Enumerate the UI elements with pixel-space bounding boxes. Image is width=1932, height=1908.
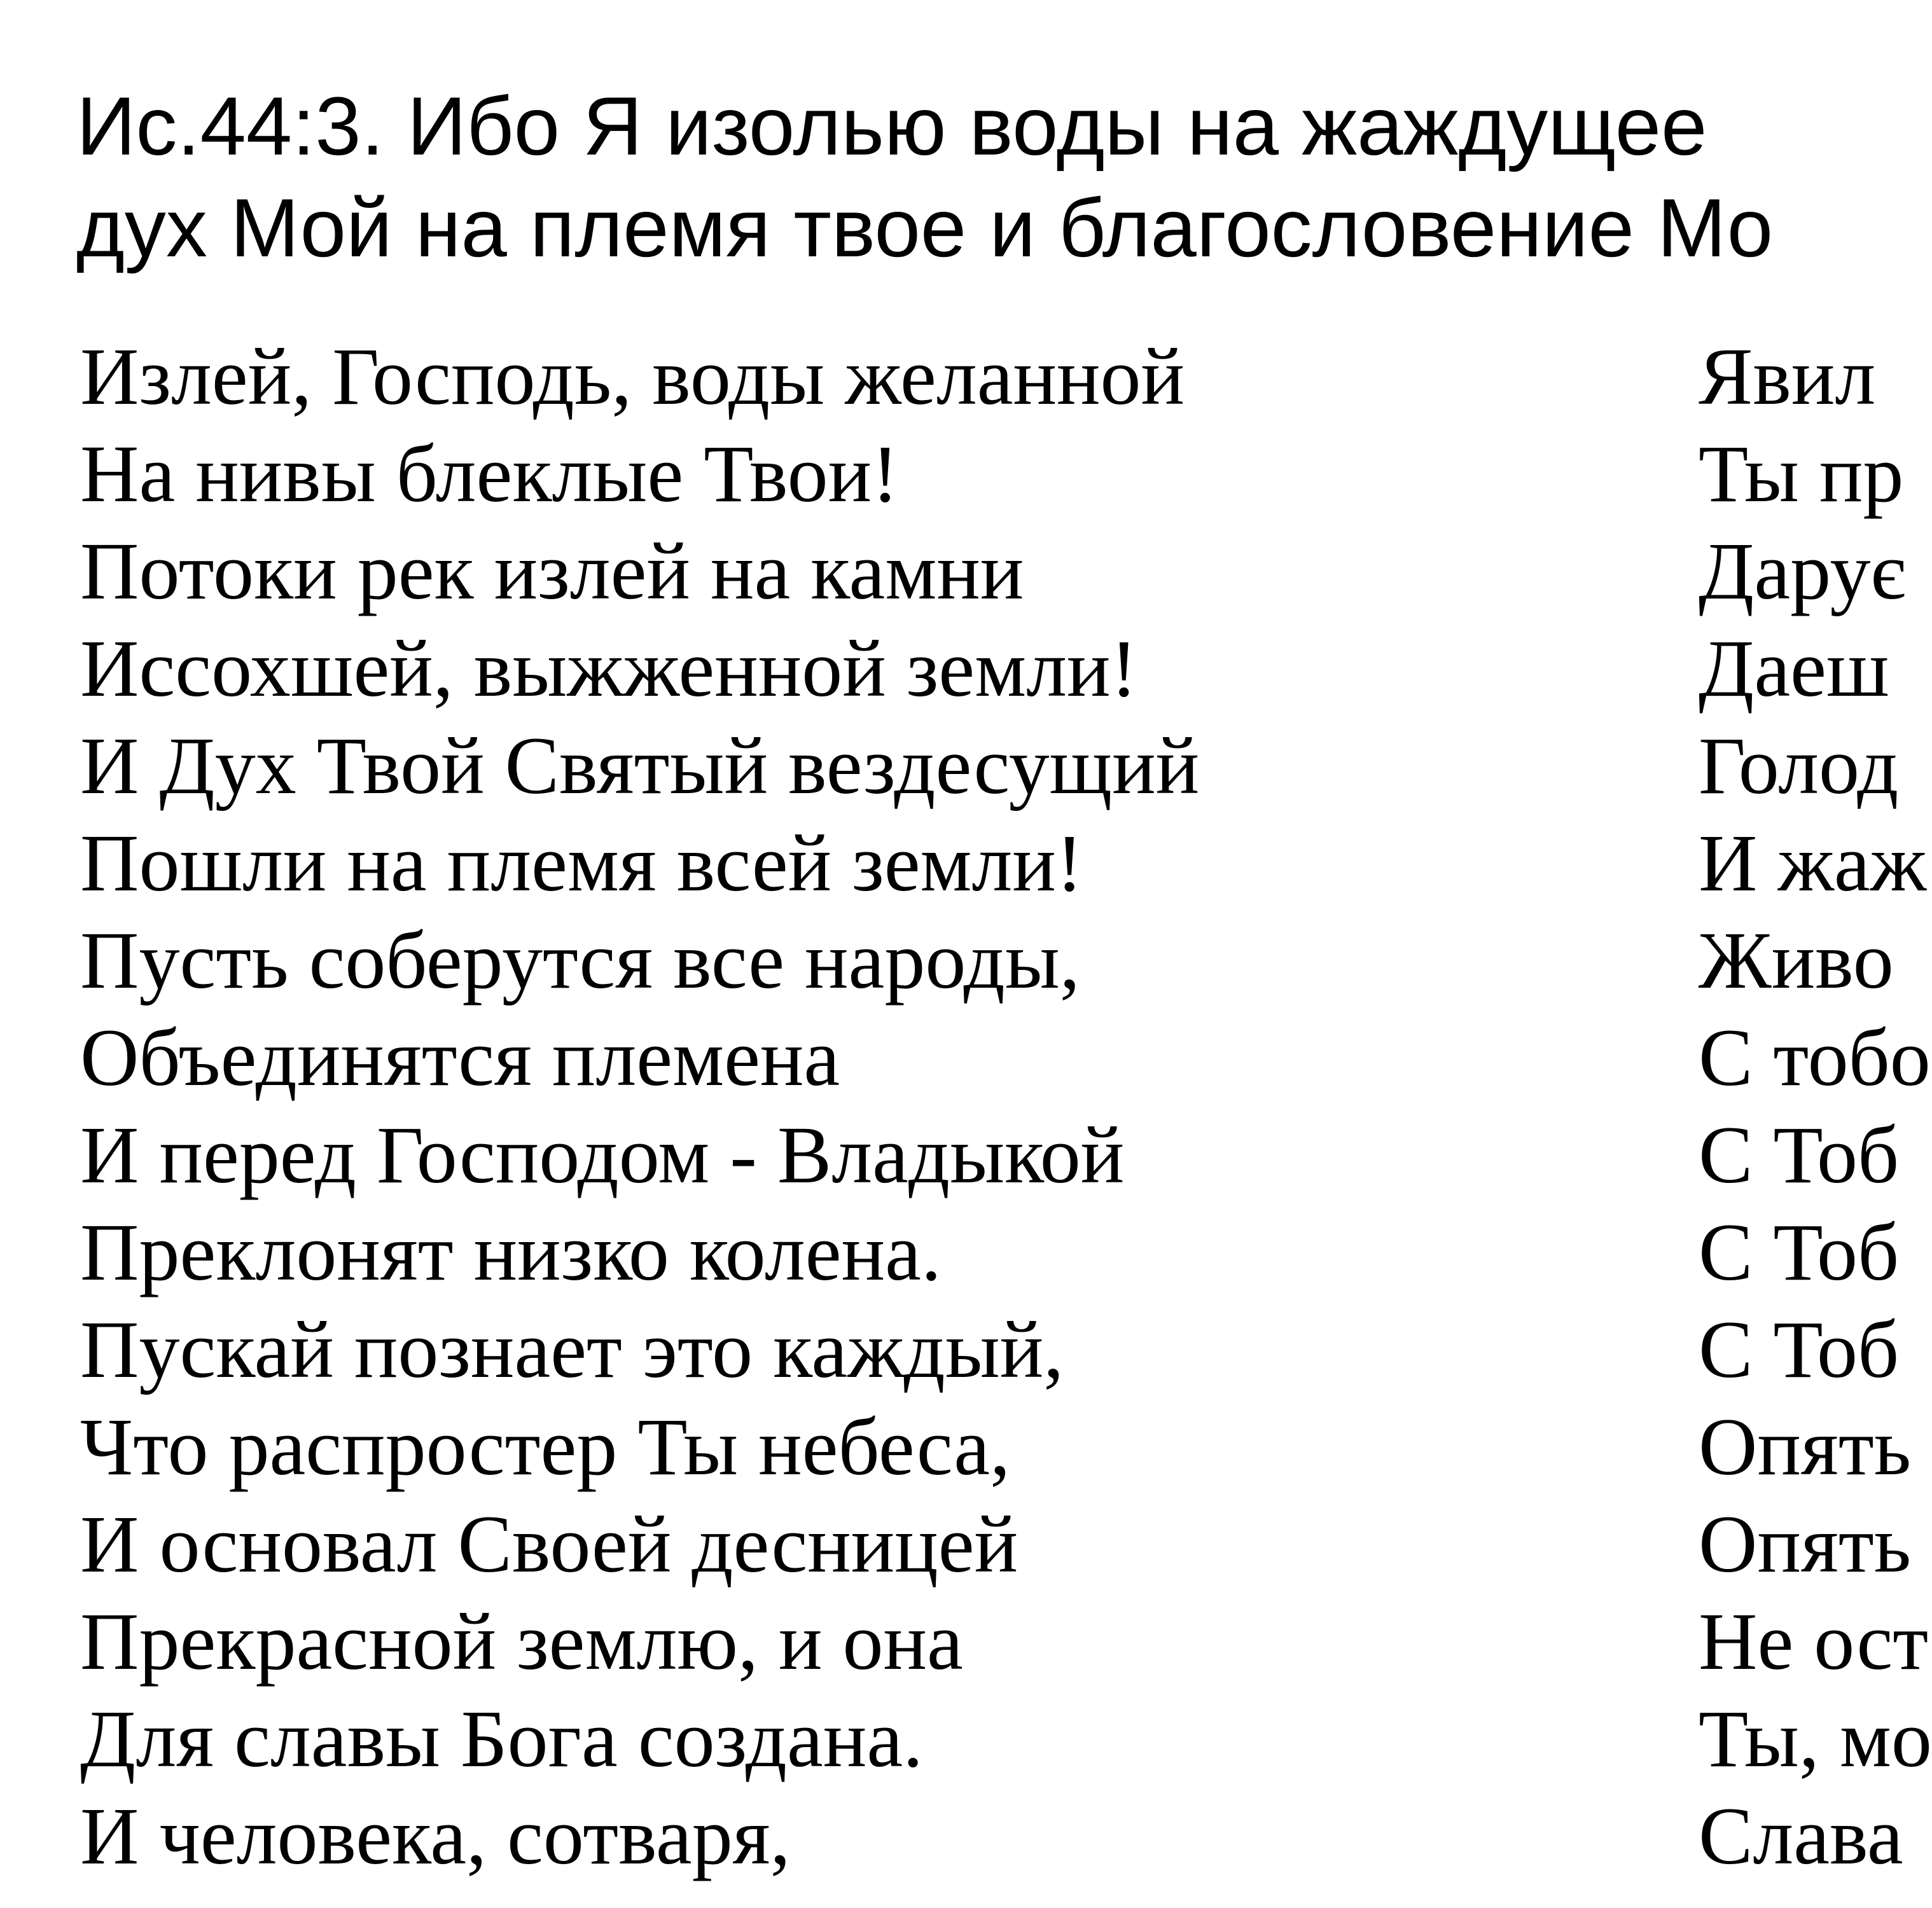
poem-left-column [80, 328, 1607, 1885]
poem-line: Объединятся племена [80, 1013, 840, 1103]
poem-line: Явил [1699, 331, 1876, 422]
poem-line: И человека, сотваря, [80, 1791, 791, 1881]
poem-line: Преклонят низко колена. [80, 1207, 942, 1297]
poem-line: Опять [1699, 1402, 1912, 1492]
poem-line: Ты пр [1699, 429, 1904, 519]
scripture-heading [76, 75, 1908, 279]
poem-line: С Тоб [1699, 1110, 1900, 1200]
poem-line: Живо [1699, 915, 1894, 1006]
poem-line: С тобо [1699, 1013, 1931, 1103]
poem-line: Излей, Господь, воды желанной [80, 331, 1185, 422]
poem-line: Пусть соберутся все народы, [80, 915, 1080, 1006]
poem-line: Слава [1699, 1791, 1903, 1881]
poem-line: С Тоб [1699, 1304, 1900, 1395]
heading-line-1: Ис.44:3. Ибо Я изолью воды на жаждущее [76, 80, 1707, 172]
poem-line: И основал Своей десницей [80, 1499, 1018, 1589]
poem-line: С Тоб [1699, 1207, 1900, 1297]
poem-line: И жаж [1699, 818, 1927, 908]
poem-line: Не ост [1699, 1596, 1929, 1687]
poem-right-column [1699, 328, 1932, 1885]
poem-line: Дарує [1699, 526, 1906, 616]
poem-line: Пускай познает это каждый, [80, 1304, 1064, 1395]
heading-line-2: дух Мой на племя твое и благословение Мо [76, 181, 1774, 274]
poem-line: Для славы Бога создана. [80, 1694, 924, 1784]
poem-line: Иссохшей, выжженной земли! [80, 623, 1138, 714]
poem-line: Пошли на племя всей земли! [80, 818, 1083, 908]
poem-line: Даеш [1699, 623, 1889, 714]
poem-line: И перед Господом - Владыкой [80, 1110, 1125, 1200]
poem-line: Опять [1699, 1499, 1912, 1589]
poem-line: Ты, мо [1699, 1694, 1932, 1784]
poem-line: Голод [1699, 721, 1899, 811]
poem-line: И Дух Твой Святый вездесущий [80, 721, 1200, 811]
poem-line: Прекрасной землю, и она [80, 1596, 963, 1687]
poem-line: На нивы блеклые Твои! [80, 429, 899, 519]
poem-line: Потоки рек излей на камни [80, 526, 1024, 616]
poem-line: Что распростер Ты небеса, [80, 1402, 1011, 1492]
